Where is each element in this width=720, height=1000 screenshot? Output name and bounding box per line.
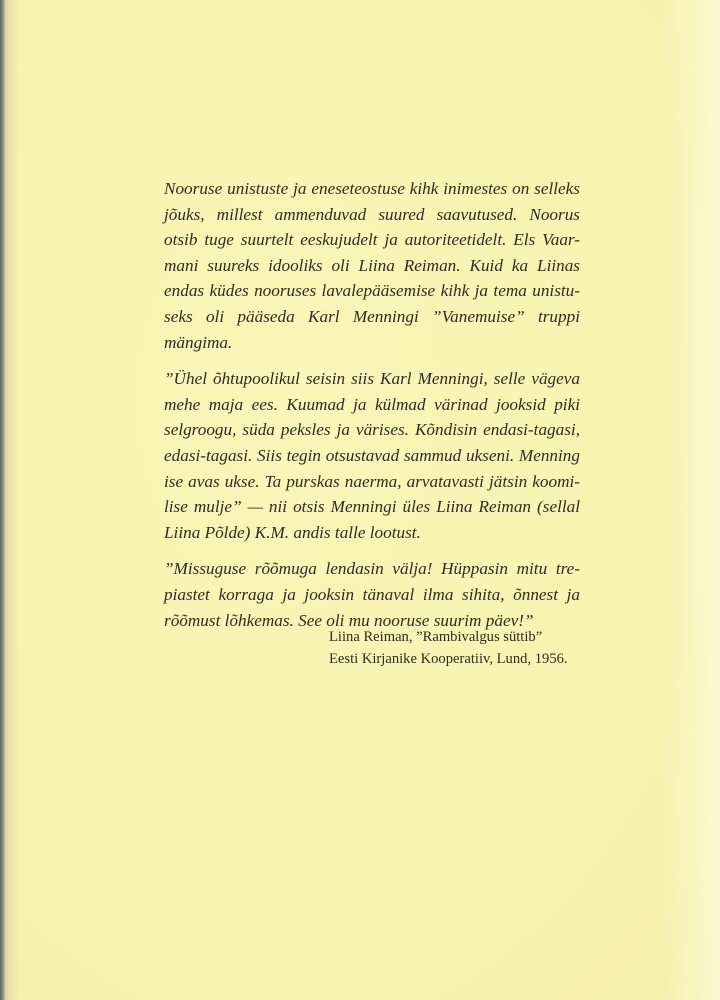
text-line: mängima. — [164, 332, 233, 352]
paragraph-quote-2 — [164, 556, 580, 633]
text-line: mehe maja ees. Kuumad ja külmad värinad jooksid piki — [164, 394, 580, 414]
blurb-text-block — [164, 176, 580, 644]
citation-author-title: Liina Reiman, ”Rambivalgus süttib” — [329, 629, 543, 645]
citation — [329, 626, 568, 670]
text-line: seks oli pääseda Karl Menningi ”Vanemuise” truppi — [164, 306, 580, 326]
text-line: ise avas ukse. Ta purskas naerma, arvatavasti jätsin koomi- — [164, 471, 580, 491]
text-line: jõuks, millest ammenduvad suured saavutused. Noorus — [164, 204, 580, 224]
text-line: endas küdes nooruses lavalepääsemise kihk ja tema unistu- — [164, 281, 580, 301]
paragraph-quote-1 — [164, 366, 580, 545]
text-line: ”Missuguse rõõmuga lendasin välja! Hüppasin mitu tre- — [164, 559, 580, 579]
text-line: Nooruse unistuste ja eneseteostuse kihk inimestes on selleks — [164, 179, 580, 198]
paragraph-intro — [164, 176, 580, 355]
text-line: selgroogu, süda peksles ja värises. Kõndisin endasi-tagasi, — [164, 420, 580, 440]
text-line: otsib tuge suurtelt eeskujudelt ja autoriteetidelt. Els Vaar- — [164, 230, 580, 250]
text-line: mani suureks idooliks oli Liina Reiman. Kuid ka Liinas — [164, 255, 580, 275]
text-line: rõõmust lõhkemas. See oli mu nooruse suurim päev!” — [164, 610, 534, 630]
citation-publisher: Eesti Kirjanike Kooperatiiv, Lund, 1956. — [329, 651, 568, 667]
text-line: ”Ühel õhtupoolikul seisin siis Karl Menningi, selle vägeva — [164, 369, 580, 389]
text-line: piastet korraga ja jooksin tänaval ilma sihita, õnnest ja — [164, 584, 580, 604]
text-line: Liina Põlde) K.M. andis talle lootust. — [164, 522, 421, 542]
text-line: lise mulje” — nii otsis Menningi üles Liina Reiman (sellal — [164, 497, 580, 517]
spine-crease — [5, 0, 19, 1000]
text-line: edasi-tagasi. Siis tegin otsustavad sammud ukseni. Menning — [164, 445, 580, 465]
